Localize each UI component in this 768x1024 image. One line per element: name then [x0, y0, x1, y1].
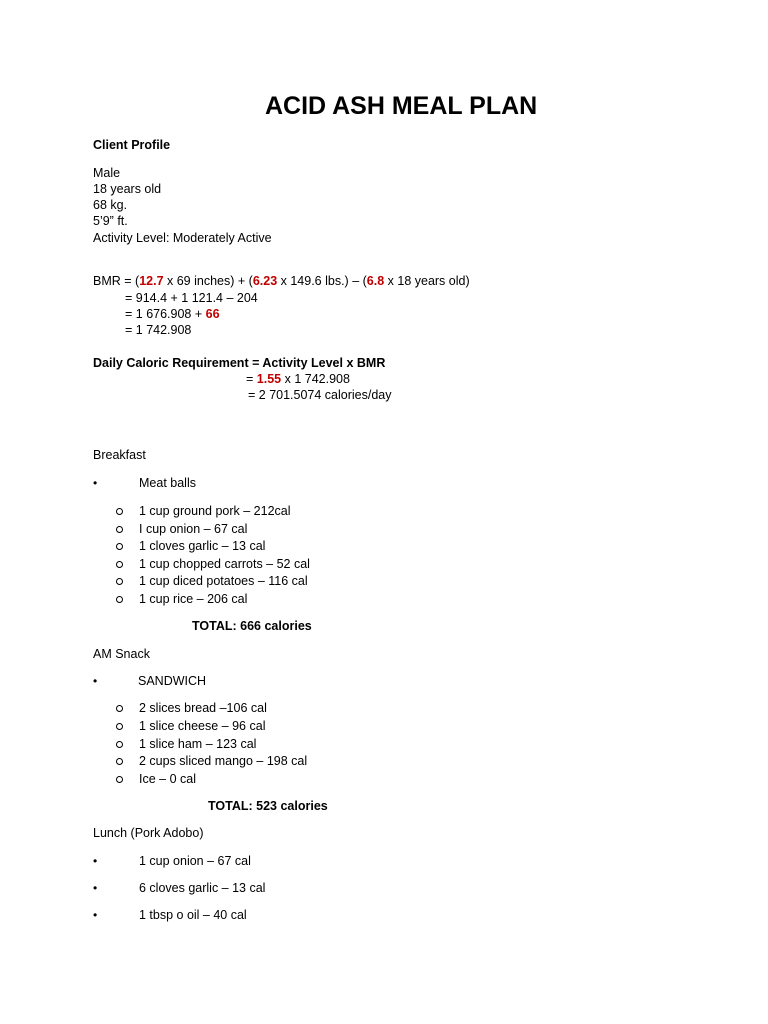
lunch-item: 1 cup onion – 67 cal — [139, 854, 251, 868]
bmr-step-3-text: = 1 676.908 + — [125, 307, 206, 321]
breakfast-ingredient: 1 cup diced potatoes – 116 cal — [139, 574, 308, 588]
profile-height: 5’9” ft. — [93, 214, 128, 228]
list-item — [116, 538, 123, 554]
am-snack-ingredient: 1 slice cheese – 96 cal — [139, 719, 266, 733]
bullet-icon: • — [93, 908, 98, 922]
bmr-coef-weight: 6.23 — [252, 274, 278, 288]
breakfast-ingredient: 1 cup ground pork – 212cal — [139, 504, 291, 518]
list-item — [116, 591, 123, 607]
breakfast-ingredient: I cup onion – 67 cal — [139, 522, 248, 536]
page-title: ACID ASH MEAL PLAN — [265, 92, 538, 120]
bmr-result: = 1 742.908 — [125, 323, 192, 337]
bullet-icon: • — [93, 674, 98, 688]
list-item — [116, 700, 123, 716]
circle-bullet-icon — [116, 508, 123, 515]
circle-bullet-icon — [116, 578, 123, 585]
bmr-coef-age: 6.8 — [366, 274, 385, 288]
bullet-icon: • — [93, 854, 98, 868]
profile-sex: Male — [93, 166, 121, 180]
client-profile-heading: Client Profile — [93, 138, 171, 152]
am-snack-total: TOTAL: 523 calories — [208, 799, 328, 813]
am-snack-ingredient: 1 slice ham – 123 cal — [139, 737, 257, 751]
am-snack-heading: AM Snack — [93, 647, 150, 661]
list-item — [116, 521, 123, 537]
profile-weight: 68 kg. — [93, 198, 128, 212]
daily-caloric-step-2 — [246, 371, 350, 387]
circle-bullet-icon — [116, 526, 123, 533]
breakfast-ingredient: 1 cloves garlic – 13 cal — [139, 539, 266, 553]
circle-bullet-icon — [116, 543, 123, 550]
daily-caloric-result: = 2 701.5074 calories/day — [248, 388, 392, 402]
bmr-text-1: x 69 inches) + ( — [163, 274, 253, 288]
bmr-step-3 — [125, 306, 220, 322]
am-snack-ingredient: 2 slices bread –106 cal — [139, 701, 267, 715]
daily-caloric-heading: Daily Caloric Requirement = Activity Level x BMR — [93, 356, 386, 370]
circle-bullet-icon — [116, 776, 123, 783]
breakfast-total: TOTAL: 666 calories — [192, 619, 312, 633]
breakfast-item: Meat balls — [139, 476, 196, 490]
circle-bullet-icon — [116, 723, 123, 730]
breakfast-ingredient: 1 cup rice – 206 cal — [139, 592, 248, 606]
am-snack-ingredient: Ice – 0 cal — [139, 772, 196, 786]
bmr-step-2: = 914.4 + 1 121.4 – 204 — [125, 291, 258, 305]
list-item — [116, 736, 123, 752]
breakfast-ingredient: 1 cup chopped carrots – 52 cal — [139, 557, 310, 571]
bmr-text-2: x 149.6 lbs.) – ( — [277, 274, 367, 288]
bmr-text-0: BMR = ( — [93, 274, 140, 288]
bmr-coef-height: 12.7 — [139, 274, 164, 288]
daily-step-2-text-1: x 1 742.908 — [281, 372, 350, 386]
list-item — [116, 556, 123, 572]
am-snack-item: SANDWICH — [138, 674, 207, 688]
bmr-constant: 66 — [205, 307, 220, 321]
profile-age: 18 years old — [93, 182, 162, 196]
lunch-item: 6 cloves garlic – 13 cal — [139, 881, 266, 895]
circle-bullet-icon — [116, 705, 123, 712]
circle-bullet-icon — [116, 596, 123, 603]
daily-step-2-text-0: = — [246, 372, 257, 386]
list-item — [116, 573, 123, 589]
bmr-formula — [93, 273, 470, 289]
list-item — [116, 771, 123, 787]
list-item — [116, 503, 123, 519]
bullet-icon: • — [93, 881, 98, 895]
list-item — [116, 718, 123, 734]
bullet-icon: • — [93, 476, 98, 490]
breakfast-heading: Breakfast — [93, 448, 146, 462]
circle-bullet-icon — [116, 758, 123, 765]
list-item — [116, 753, 123, 769]
activity-factor: 1.55 — [256, 372, 282, 386]
circle-bullet-icon — [116, 561, 123, 568]
circle-bullet-icon — [116, 741, 123, 748]
am-snack-ingredient: 2 cups sliced mango – 198 cal — [139, 754, 308, 768]
bmr-text-3: x 18 years old) — [384, 274, 470, 288]
lunch-item: 1 tbsp o oil – 40 cal — [139, 908, 247, 922]
profile-activity: Activity Level: Moderately Active — [93, 231, 272, 245]
lunch-heading: Lunch (Pork Adobo) — [93, 826, 204, 840]
